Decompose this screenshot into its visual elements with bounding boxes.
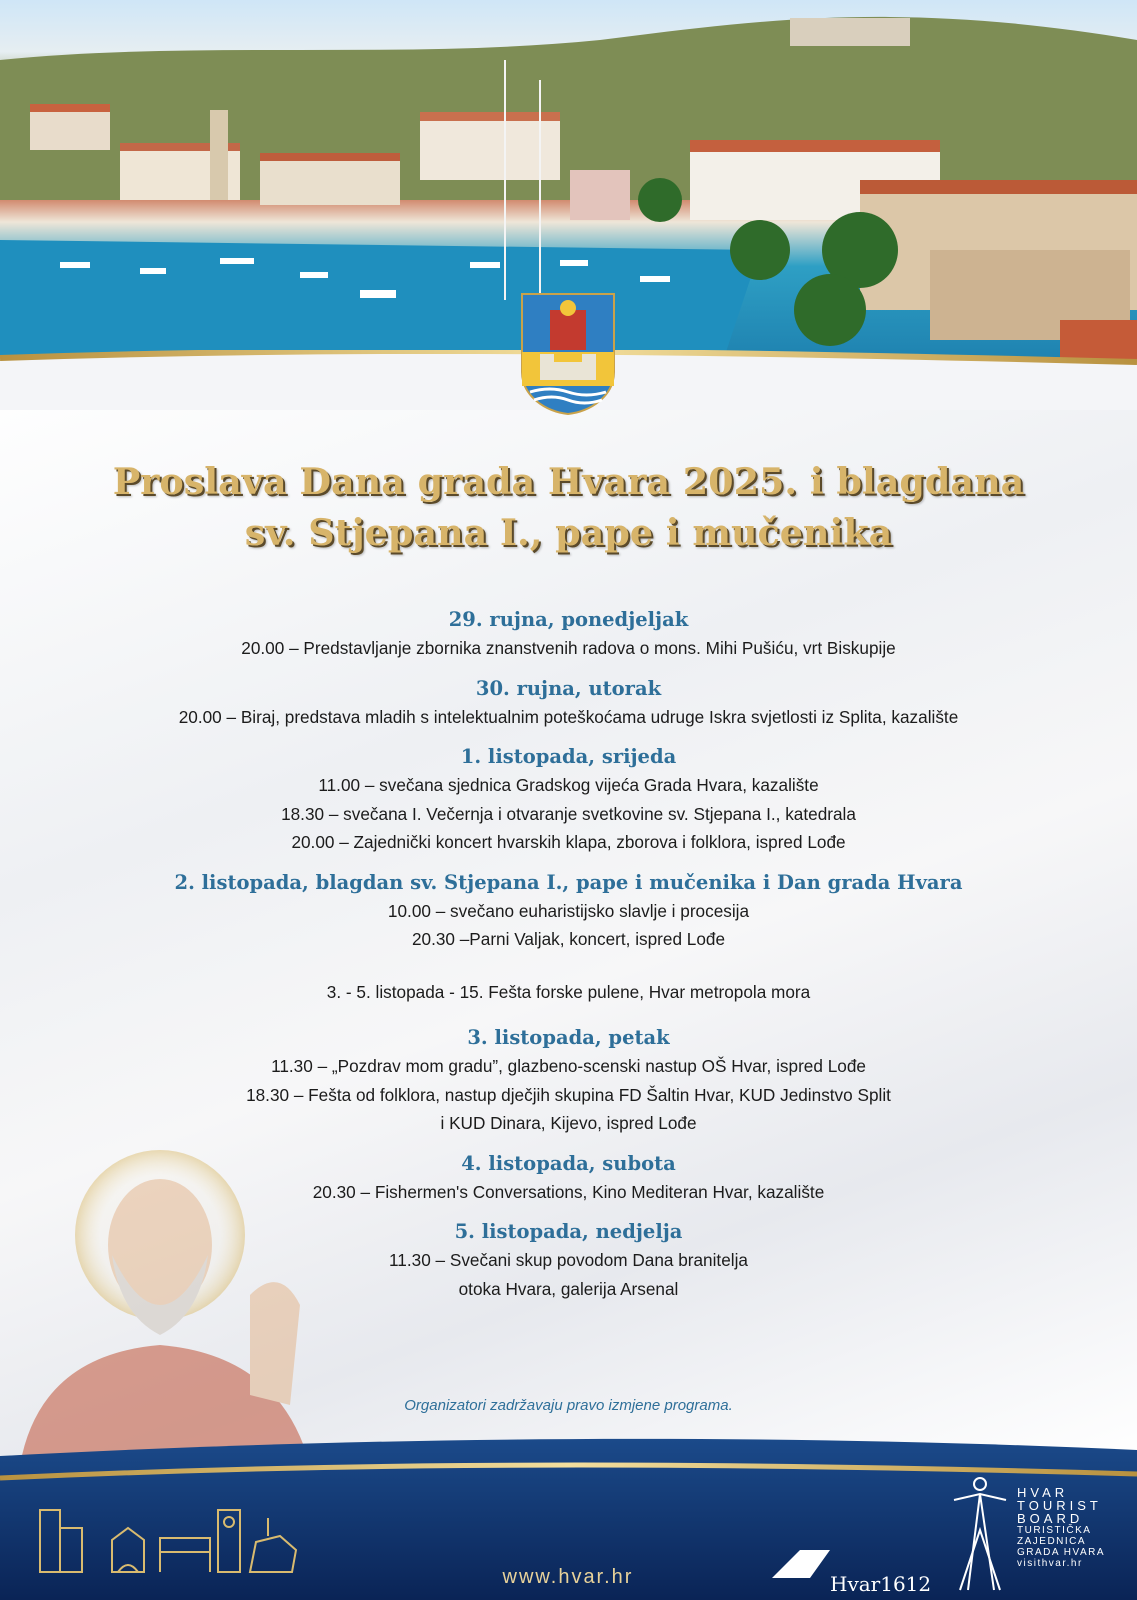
board-line: ZAJEDNICA [1017,1536,1087,1547]
fortress [790,18,910,46]
day-heading: 4. listopada, subota [461,1151,676,1175]
coat-of-arms [520,292,616,416]
disclaimer-note: Organizatori zadržavaju pravo izmjene programa. [404,1397,733,1414]
day-block [0,606,1137,663]
day-heading: 5. listopada, nedjelja [454,1220,683,1243]
event-line: 11.00 – svečana sjednica Gradskog vijeća Grada Hvara, kazalište [318,775,819,795]
interlude-block [0,978,1137,1007]
day-block [0,675,1137,732]
event-line: 18.30 – Fešta od folklora, nastup dječjih skupina FD Šaltin Hvar, KUD Jedinstvo Split [246,1084,891,1105]
event-line: i KUD Dinara, Kijevo, ispred Lođe [440,1113,697,1133]
day-block [0,869,1137,954]
day-heading: 2. listopada, blagdan sv. Stjepana I., pape i mučenika i Dan grada Hvara [174,870,963,894]
title-line-1: Proslava Dana grada Hvara 2025. i blagdana [112,460,1025,503]
event-line: 18.30 – svečana I. Večernja i otvaranje svetkovine sv. Stjepana I., katedrala [281,803,856,824]
board-line: TURISTIČKA [1017,1525,1092,1536]
day-block [0,743,1137,857]
website-link[interactable]: www.hvar.hr [502,1566,634,1588]
tourist-board-text [1017,1486,1127,1569]
board-line: GRADA HVARA [1017,1547,1105,1558]
event-line: 20.00 – Zajednički koncert hvarskih klapa, zborova i folklora, ispred Lođe [291,832,846,852]
event-line: 20.00 – Predstavljanje zbornika znanstvenih radova o mons. Mihi Pušiću, vrt Biskupije [241,638,896,658]
program-list [0,606,1137,1315]
day-heading: 29. rujna, ponedjeljak [448,608,689,631]
event-line: 20.30 –Parni Valjak, koncert, ispred Lođe [411,929,726,949]
day-heading: 3. listopada, petak [467,1026,670,1049]
event-line: 20.00 – Biraj, predstava mladih s intelektualnim poteškoćama udruge Iskra svjetlosti iz Splita, kazalište [178,706,959,727]
hvar1612-logo-text: Hvar1612 [830,1572,932,1596]
board-line: TOURIST [1017,1498,1102,1513]
event-line: 11.30 – Svečani skup povodom Dana branitelja [389,1250,748,1270]
board-line: HVAR [1017,1485,1069,1500]
day-heading: 30. rujna, utorak [475,676,662,700]
day-block [0,1024,1137,1138]
event-line: otoka Hvara, galerija Arsenal [458,1278,679,1299]
board-line: visithvar.hr [1017,1558,1083,1569]
event-line: 10.00 – svečano euharistijsko slavlje i procesija [387,900,750,921]
day-block [0,1218,1137,1303]
event-line: 3. - 5. listopada - 15. Fešta forske pulene, Hvar metropola mora [326,981,811,1002]
day-heading: 1. listopada, srijeda [460,745,677,768]
title-line-2: sv. Stjepana I., pape i mučenika [244,511,893,554]
page-title [0,456,1137,558]
day-block [0,1150,1137,1207]
event-line: 11.30 – „Pozdrav mom gradu”, glazbeno-scenski nastup OŠ Hvar, ispred Lođe [271,1056,866,1076]
event-line: 20.30 – Fishermen's Conversations, Kino Mediteran Hvar, kazalište [312,1181,825,1202]
board-line: BOARD [1017,1511,1084,1526]
